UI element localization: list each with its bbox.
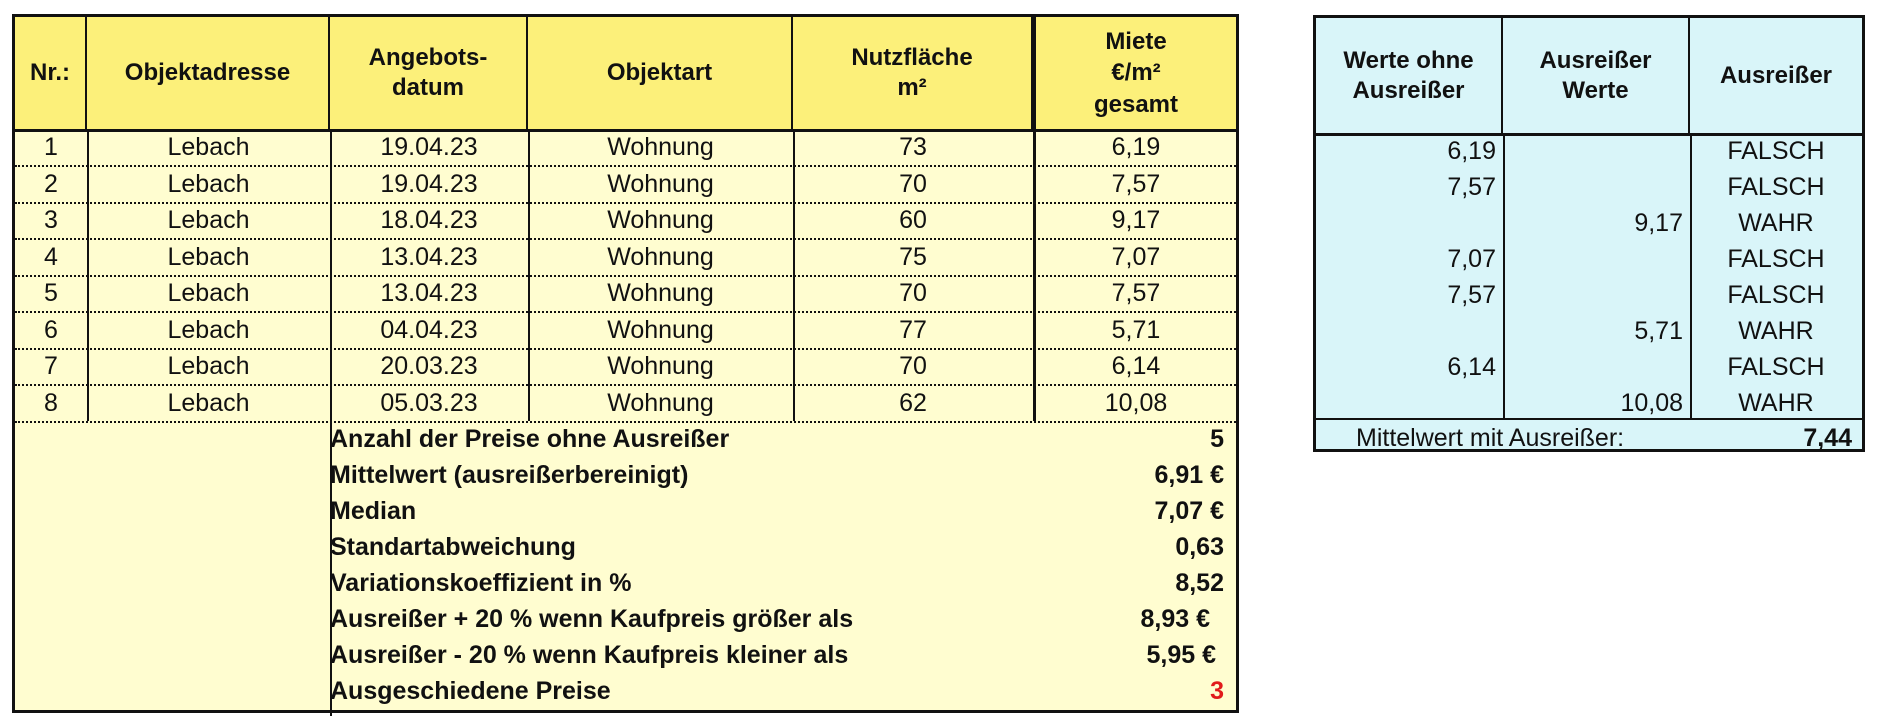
- cell-outlier-flag: WAHR: [1738, 389, 1814, 417]
- cell-outlier-value: 10,08: [1620, 389, 1683, 417]
- table-row: [15, 385, 1239, 423]
- cell-outlier-value: [1503, 133, 1683, 169]
- cell-address: Lebach: [167, 279, 250, 307]
- stat-variation-label: Variationskoeffizient in %: [330, 569, 632, 597]
- outlier-table: [1313, 15, 1865, 452]
- cell-nr: 3: [44, 206, 58, 234]
- stat-lower-outlier-value: 5,95 €: [1146, 641, 1216, 669]
- header-outlier-values: Ausreißer Werte: [1503, 18, 1690, 133]
- cell-date: 13.04.23: [380, 279, 478, 307]
- cell-value-without-outlier: 6,14: [1447, 353, 1496, 381]
- cell-nr: 7: [44, 352, 58, 380]
- cell-address: Lebach: [167, 206, 250, 234]
- cell-nr: 1: [44, 133, 58, 161]
- cell-area: 70: [899, 169, 927, 198]
- stat-upper-outlier-label: Ausreißer + 20 % wenn Kaufpreis größer als: [330, 605, 854, 633]
- cell-area: 70: [899, 352, 927, 380]
- header-usable-area: Nutzfläche m²: [793, 17, 1033, 129]
- stat-upper-outlier-value: 8,93 €: [1140, 605, 1210, 633]
- cell-area: 60: [899, 206, 927, 234]
- cell-nr: 8: [44, 388, 58, 417]
- stat-count-value: 5: [1210, 425, 1224, 453]
- cell-type: Wohnung: [607, 242, 714, 271]
- cell-value-without-outlier: 7,07: [1447, 245, 1496, 273]
- header-address: Objektadresse: [87, 17, 330, 129]
- cell-type: Wohnung: [607, 315, 714, 344]
- mean-with-outliers-label: Mittelwert mit Ausreißer:: [1356, 424, 1625, 452]
- cell-outlier-flag: FALSCH: [1727, 281, 1825, 309]
- cell-address: Lebach: [167, 388, 250, 417]
- cell-outlier-flag: FALSCH: [1727, 353, 1825, 381]
- rental-table-header: [15, 17, 1236, 132]
- cell-address: Lebach: [167, 133, 250, 161]
- stat-mean-value: 6,91 €: [1154, 461, 1224, 489]
- mean-with-outliers-row: [1316, 418, 1862, 454]
- cell-type: Wohnung: [607, 388, 714, 417]
- cell-value-without-outlier: 7,57: [1447, 173, 1496, 201]
- stat-count-label: Anzahl der Preise ohne Ausreißer: [330, 425, 730, 453]
- cell-outlier-flag: WAHR: [1738, 209, 1814, 237]
- mean-with-outliers-value: 7,44: [1803, 424, 1852, 452]
- cell-address: Lebach: [167, 315, 250, 344]
- header-nr: Nr.:: [15, 17, 87, 129]
- cell-date: 18.04.23: [380, 206, 478, 234]
- table-row: [15, 202, 1239, 240]
- cell-type: Wohnung: [607, 133, 714, 161]
- cell-address: Lebach: [167, 242, 250, 271]
- cell-rent: 5,71: [1111, 315, 1161, 344]
- header-values-without-outliers: Werte ohne Ausreißer: [1316, 18, 1503, 133]
- cell-address: Lebach: [167, 352, 250, 380]
- cell-value-without-outlier: [1316, 313, 1496, 349]
- cell-rent: 10,08: [1104, 388, 1168, 417]
- table-row: [15, 129, 1239, 167]
- cell-date: 19.04.23: [380, 133, 478, 161]
- cell-outlier-flag: FALSCH: [1727, 173, 1825, 201]
- cell-date: 13.04.23: [380, 242, 478, 271]
- cell-value-without-outlier: 6,19: [1447, 137, 1496, 165]
- stat-variation-value: 8,52: [1175, 569, 1224, 597]
- cell-rent: 6,14: [1111, 352, 1161, 380]
- cell-address: Lebach: [167, 169, 250, 198]
- cell-value-without-outlier: 7,57: [1447, 281, 1496, 309]
- header-offer-date: Angebots- datum: [330, 17, 528, 129]
- stat-mean-label: Mittelwert (ausreißerbereinigt): [330, 461, 689, 489]
- cell-date: 20.03.23: [380, 352, 478, 380]
- cell-nr: 6: [44, 315, 58, 344]
- table-row: [15, 239, 1239, 277]
- cell-outlier-value: [1503, 241, 1683, 277]
- cell-rent: 7,57: [1111, 279, 1161, 307]
- cell-area: 77: [899, 315, 927, 344]
- cell-nr: 2: [44, 169, 58, 198]
- header-outlier-flag: Ausreißer: [1719, 61, 1833, 89]
- cell-outlier-flag: FALSCH: [1727, 245, 1825, 273]
- table-row: [15, 275, 1239, 313]
- cell-date: 05.03.23: [380, 388, 478, 417]
- stat-excluded-value: 3: [1210, 677, 1224, 705]
- rental-offers-table: [12, 14, 1239, 713]
- cell-outlier-value: [1503, 277, 1683, 313]
- cell-area: 62: [899, 388, 927, 417]
- cell-value-without-outlier: [1316, 205, 1496, 241]
- cell-outlier-value: [1503, 169, 1683, 205]
- cell-rent: 6,19: [1111, 133, 1161, 161]
- stat-stddev-value: 0,63: [1175, 533, 1224, 561]
- cell-type: Wohnung: [607, 169, 714, 198]
- cell-area: 70: [899, 279, 927, 307]
- cell-rent: 9,17: [1111, 206, 1161, 234]
- table-row: [15, 312, 1239, 350]
- cell-value-without-outlier: [1316, 385, 1496, 421]
- stat-excluded-label: Ausgeschiedene Preise: [330, 677, 611, 705]
- outlier-table-header: [1316, 18, 1862, 136]
- cell-outlier-value: 5,71: [1634, 317, 1683, 345]
- cell-outlier-value: [1503, 349, 1683, 385]
- cell-date: 04.04.23: [380, 315, 478, 344]
- cell-rent: 7,57: [1111, 169, 1161, 198]
- cell-type: Wohnung: [607, 279, 714, 307]
- cell-outlier-value: 9,17: [1634, 209, 1683, 237]
- header-property-type: Objektart: [528, 17, 793, 129]
- cell-rent: 7,07: [1111, 242, 1161, 271]
- cell-date: 19.04.23: [380, 169, 478, 198]
- cell-area: 75: [899, 242, 927, 271]
- cell-type: Wohnung: [607, 352, 714, 380]
- cell-area: 73: [899, 133, 927, 161]
- header-rent-per-sqm: Miete €/m² gesamt: [1033, 17, 1239, 129]
- cell-type: Wohnung: [607, 206, 714, 234]
- table-row: [15, 166, 1239, 204]
- stat-median-value: 7,07 €: [1154, 497, 1224, 525]
- cell-nr: 5: [44, 279, 58, 307]
- stat-lower-outlier-label: Ausreißer - 20 % wenn Kaufpreis kleiner als: [330, 641, 849, 669]
- cell-nr: 4: [44, 242, 58, 271]
- table-row: [15, 348, 1239, 386]
- cell-outlier-flag: FALSCH: [1727, 137, 1825, 165]
- cell-outlier-flag: WAHR: [1738, 317, 1814, 345]
- stat-median-label: Median: [330, 497, 417, 525]
- stat-stddev-label: Standartabweichung: [330, 533, 576, 561]
